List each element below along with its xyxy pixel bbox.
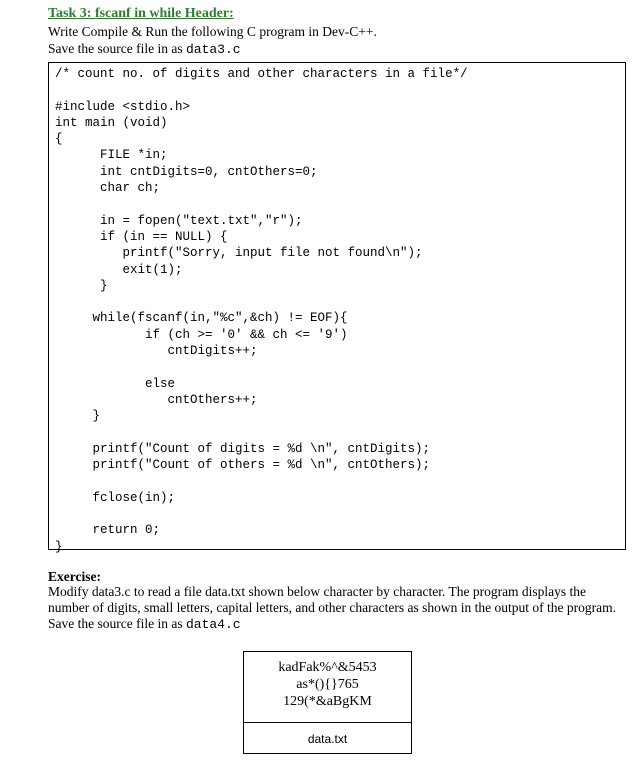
code-text xyxy=(55,66,468,555)
code-line: fclose(in); xyxy=(55,490,176,505)
code-line: else xyxy=(55,376,176,391)
task-instruction: Write Compile & Run the following C program in Dev-C++. xyxy=(48,24,377,39)
exercise-body: Modify data3.c to read a file data.txt shown below character by character. The program displays the number of digits, small letters, capital letters, and other characters as shown in the output of the program. Save the source file in as xyxy=(48,584,616,631)
code-line: } xyxy=(55,539,63,554)
code-line: } xyxy=(55,409,101,424)
save-prefix: Save the source file in as xyxy=(48,41,186,56)
data-file-divider xyxy=(244,722,411,723)
code-line: in = fopen("text.txt","r"); xyxy=(55,213,303,228)
data-file-content xyxy=(244,659,411,710)
code-line: { xyxy=(55,132,63,147)
code-line: printf("Sorry, input file not found\n"); xyxy=(55,246,423,261)
data-file-line: kadFak%^&5453 xyxy=(278,660,377,675)
data-file-line: as*(){}765 xyxy=(296,677,359,692)
task-title: Task 3: fscanf in while Header: xyxy=(48,6,234,21)
data-file-label: data.txt xyxy=(307,732,348,746)
code-line: #include <stdio.h> xyxy=(55,99,191,114)
code-line: /* count no. of digits and other characters in a file*/ xyxy=(55,67,468,81)
exercise-title: Exercise: xyxy=(48,569,101,584)
code-listing xyxy=(48,62,626,554)
code-line: printf("Count of others = %d \n", cntOthers); xyxy=(55,458,431,473)
code-line: exit(1); xyxy=(55,262,183,277)
code-line: while(fscanf(in,"%c",&ch) != EOF){ xyxy=(55,311,348,326)
code-line: int cntDigits=0, cntOthers=0; xyxy=(55,164,318,179)
task-save-instruction xyxy=(48,41,241,57)
code-line: cntDigits++; xyxy=(55,344,258,359)
code-line: if (in == NULL) { xyxy=(55,229,228,244)
code-line: printf("Count of digits = %d \n", cntDigits); xyxy=(55,441,431,456)
exercise-filename: data4.c xyxy=(185,617,241,632)
code-line: FILE *in; xyxy=(55,148,168,163)
data-file-box xyxy=(243,651,412,754)
data-file-line: 129(*&aBgKM xyxy=(283,694,372,709)
code-line: } xyxy=(55,278,108,293)
code-line: int main (void) xyxy=(55,115,168,130)
code-line: cntOthers++; xyxy=(55,392,258,407)
exercise-text xyxy=(48,584,620,633)
save-filename: data3.c xyxy=(185,42,241,57)
code-line: return 0; xyxy=(55,523,161,538)
code-line: if (ch >= '0' && ch <= '9') xyxy=(55,327,348,342)
code-line: char ch; xyxy=(55,181,161,196)
